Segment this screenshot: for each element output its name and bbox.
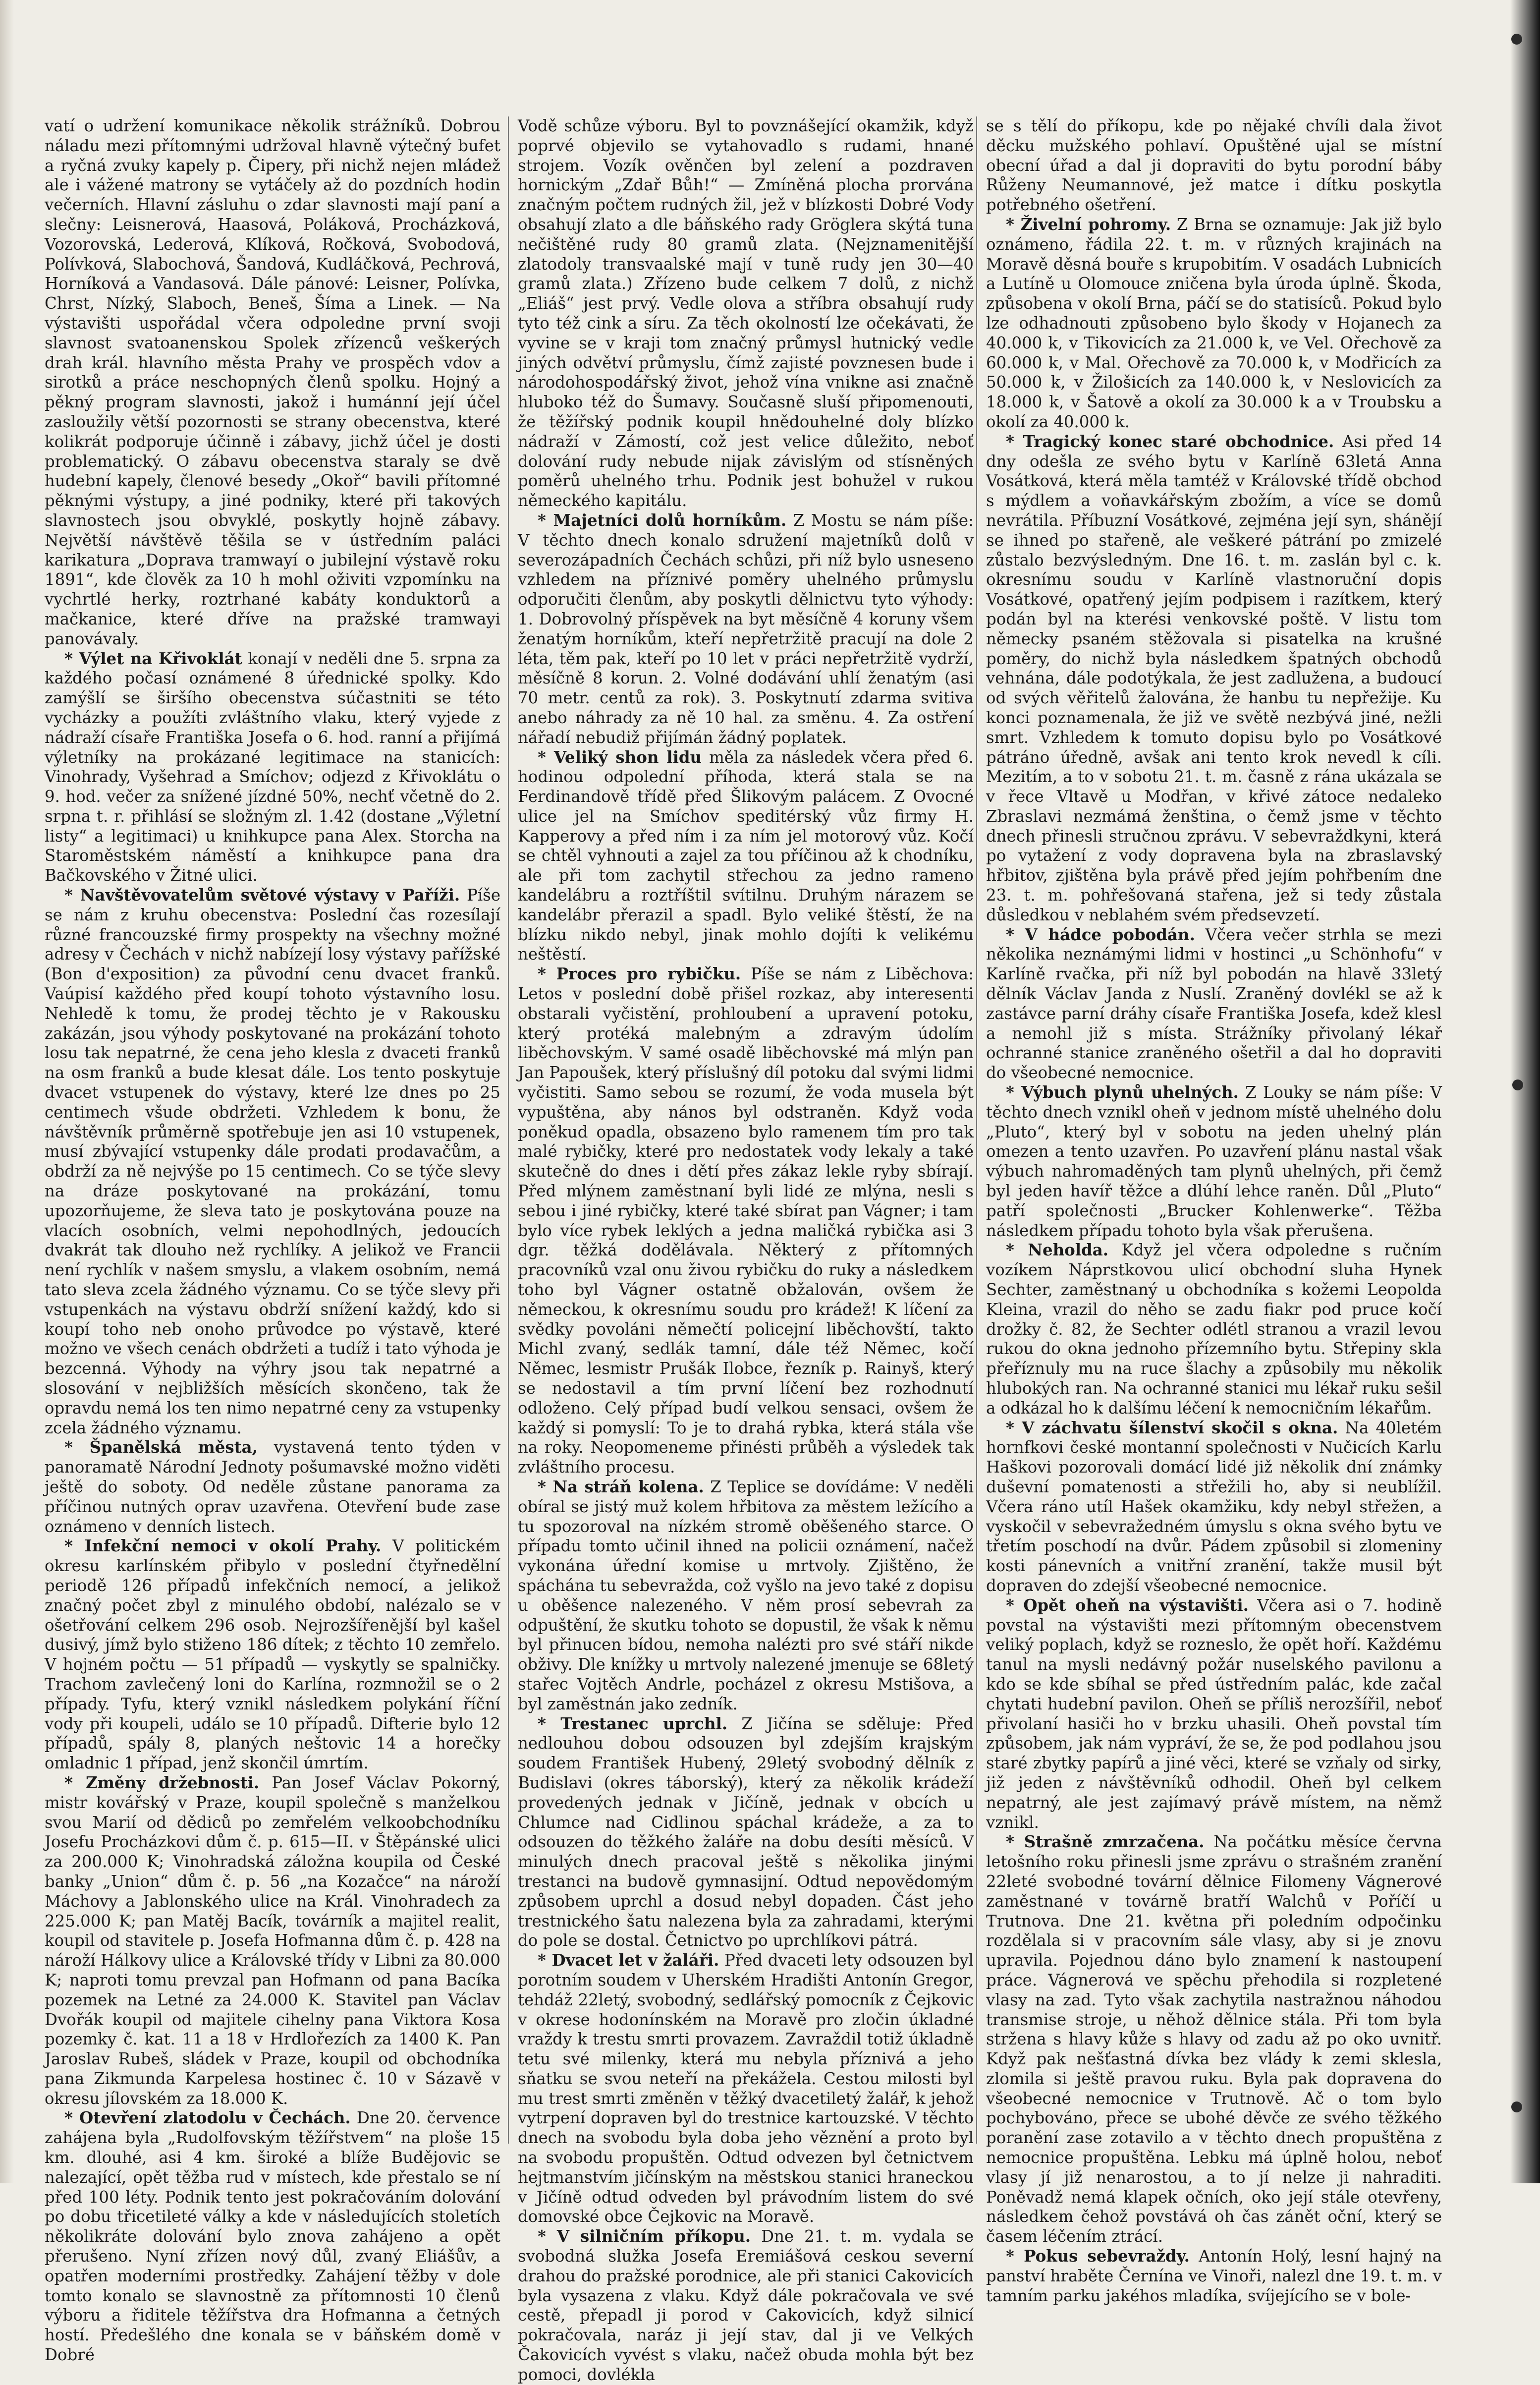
punch-hole (1511, 2101, 1522, 2112)
article-body: Antonín Holý, lesní hajný na panství hraběte Černína ve Vinoři, nalezl dne 19. t. m. v tamním parku jakéhos mladíka, svíjejícího se v bole- (986, 2247, 1442, 2305)
article-headline: * Infekční nemoci v okolí Prahy. (64, 1536, 382, 1556)
article (986, 1832, 1442, 2247)
column-divider (976, 116, 977, 2144)
column-1 (45, 116, 501, 2365)
article-headline: * Španělská města, (64, 1438, 258, 1457)
article-body: Asi před 14 dny odešla ze svého bytu v Karlíně 63letá Anna Vosátková, která měla tamtéž v Královské třídě obchod s mýdlem a voňavkářským zbožím, a více se domů nevrátila. Příbuzní Vosátkové, zejména její syn, shánějí se ihned po stařeně, ale veškeré pátrání po zmizelé zůstalo bezvýsledným. Dne 16. t. m. zaslán byl c. k. okresnímu soudu v Karlíně vlastnoruční dopis Vosátkové, opatřený jejím podpisem i razítkem, který podán byl na kterési venkovské poště. V listu tom německy psaném stěžovala si pisatelka na krušné poměry, do nichž byla následkem špatných obchodů vehnána, dále podotýkala, že jest zadlužena, a budoucí od svých věřitelů žalována, že hanbu tu nepřežije. Ku konci poznamenala, že již ve světě nezbývá jiné, nežli smrt. Vzhledem k tomuto dopisu bylo po Vosátkové pátráno úředně, avšak ani tento krok nevedl k cíli. Mezitím, a to v sobotu 21. t. m. časně z rána ukázala se v řece Vltavě u Modřan, v křivé zátoce nedaleko Zbraslavi nezmámá ženština, o čemž jsme v těchto dnech přinesli stručnou zprávu. V sebevraždkyni, která po vytažení z vody dopravena byla na zbraslavský hřbitov, zjištěna byla právě před jejím pohřbením dne 23. t. m. pohřešovaná stařena, jež si tedy zůstala důsledkou v neblahém svém předsevzetí. (986, 432, 1442, 924)
article (986, 1241, 1442, 1418)
article-headline: * Na stráň kolena. (538, 1477, 704, 1496)
article (986, 1596, 1442, 1833)
article (986, 2247, 1442, 2306)
article-headline: * Otevření zlatodolu v Čechách. (64, 2108, 351, 2128)
punch-hole (1511, 34, 1522, 45)
article-body: Dne 21. t. m. vydala se svobodná služka Josefa Eremiášová ceskou severní drahou do pražské porodnice, ale při stanici Cakovicích byla vysazena z vlaku. Když dále pokračovala ve své cestě, přepadl ji porod v Cakovicích, když silnicí pokračovala, naráz ji její stav, dal ji ve Velkých Čakovicích vyvést s vlaku, načež obuda mohla být bez pomoci, dovlékla (518, 2227, 974, 2384)
article (45, 1773, 500, 2109)
article (518, 511, 974, 748)
article-headline: * V silničním příkopu. (538, 2227, 751, 2246)
article-body: Z Brna se oznamuje: Jak již bylo oznámeno, řádila 22. t. m. v různých krajinách na Moravě děsná bouře s krupobitím. V osadách Lubnicích a Lutíně u Olomouce zničena byla úroda úplně. Škoda, způsobena v okolí Brna, páčí se do statisíců. Pokud bylo lze odhadnouti způsobeno bylo škody v Hojanech za 40.000 k, v Tikovicích za 21.000 k, ve Vel. Ořechově za 60.000 k, v Mal. Ořechově za 70.000 k, v Modřicích za 50.000 k, v Žilošicích za 140.000 k, v Neslovicích za 18.000 k, v Šatově a okolí za 30.000 k a v Troubsku a okolí za 40.000 k. (986, 215, 1442, 431)
article (518, 1951, 974, 2227)
article-headline: * Strašně zmrzačena. (1006, 1832, 1205, 1852)
article-body: Z Louky se nám píše: V těchto dnech vznikl oheň v jednom místě uhelného dolu „Pluto“, který byl v sobotu na jeden uhelný plán omezen a tento uzavřen. Po uzavření plánu nastal však výbuch nahromaděných tam plynů uhelných, při čemž byl jeden havíř těžce a dlúhí lehce raněn. Důl „Pluto“ patří společnosti „Brucker Kohlenwerke“. Těžba následkem případu tohoto byla však přerušena. (986, 1083, 1442, 1240)
article-headline: * V záchvatu šílenství skočil s okna. (1006, 1418, 1338, 1437)
article-headline: * Majetníci dolů horníkům. (538, 511, 787, 530)
article-body: konají v neděli dne 5. srpna za každého počasí oznámené 8 úřednické spolky. Kdo zamýšlí se širšího obecenstva súčastniti se této vycházky a použíti zvláštního vlaku, který vyjede z nádraží císaře Františka Josefa o 6. hod. ranní a přijímá výletníky na prokázané legitimace na stanicích: Vinohrady, Vyšehrad a Smíchov; odjezd z Křivoklátu o 9. hod. večer za snížené jízdné 50%, nechť včetně do 2. srpna t. r. přihlásí se složným zl. 1.42 (dostane „Výletní listy“ a legitimaci) u knihkupce pana Alex. Storcha na Staroměstském náměstí a knihkupce pana dra Bačkovského v Žitné ulici. (45, 649, 500, 885)
article (518, 1714, 974, 1951)
article (45, 116, 500, 649)
article-body: se s tělí do příkopu, kde po nějaké chvíli dala život děcku mužského pohlaví. Opuštěné ujal se místní obecní úřad a dal ji dopraviti do bytu porodní báby Růženy Neumannové, jež matce i dítku poskytla potřebného ošetření. (986, 116, 1442, 215)
column-3 (986, 116, 1442, 2305)
column-divider (508, 116, 509, 2144)
article-headline: * Výlet na Křivoklát (64, 649, 242, 668)
article (45, 2108, 500, 2365)
article-body: Z Teplice se dovídáme: V neděli obíral se jistý muž kolem hřbitova za městem ležícího a tu spozoroval na nízkém stromě oběšeného starce. O případu tomto učinil ihned na policii oznámení, načež vykonána úřední komise u mrtvoly. Zjištěno, že spáchána tu sebevražda, což vyšlo na jevo také z dopisu u oběšence nalezeného. V něm prosí sebevrah za odpuštění, že skutku tohoto se dopustil, že však k němu byl přinucen bídou, nemoha nalézti pro své stáří nikde obživy. Dle knížky u mrtvoly nalezené jmenuje se 68letý stařec Vojtěch Andrle, pocházel z okresu Mstišova, a byl zaměstnán jako zedník. (518, 1477, 974, 1713)
article-headline: * Neholda. (1006, 1241, 1108, 1260)
article (986, 925, 1442, 1083)
article (45, 886, 500, 1438)
article-body: Včera asi o 7. hodině povstal na výstavišti mezi přítomným obecenstvem veliký poplach, když se rozneslo, že opět hoří. Každému tanul na mysli nedávný požár nuselského pavilonu a kdo se kde sbíhal se před ústředním palác, kde začal chytati hudební pavilon. Oheň se příliš nerozšířil, neboť přivolaní hasiči ho v brzku uhasili. Oheň povstal tím způsobem, jak nám vypráví, že se, že pod podlahou jsou staré zbytky papírů a jiné věci, které se vzňaly od sirky, již jeden z návštěvníků odhodil. Oheň byl celkem nepatrný, ale jest zajímavý právě místem, na němž vznikl. (986, 1595, 1442, 1832)
punch-hole (1512, 1079, 1523, 1090)
article-body: V politickém okresu karlínském přibylo v poslední čtyřnedělní periodě 126 případů infekčních nemocí, a jelikož značný počet zbyl z minulého období, nalézalo se v ošetřování celkem 296 osob. Nejrozšířenější byl kašel dusivý, jímž bylo stiženo 186 dítek; z těchto 10 zemřelo. V hojném počtu — 51 případů — vyskytly se spalničky. Trachom zavlečený loni do Karlína, rozmnožil se o 2 případy. Tyfu, který vznikl následkem polykání říční vody při koupeli, událo se 10 případů. Difterie bylo 12 případů, spály 8, planých neštovic 14 a horečky omladnic 1 případ, jenž skončil úmrtím. (45, 1536, 500, 1773)
article (518, 116, 974, 511)
article-body: měla za následek včera před 6. hodinou odpolední příhoda, která stala se na Ferdinandově třídě před Šlikovým palácem. Z Ovocné ulice jel na Smíchov speditérský vůz firmy H. Kapperovy a před ním i za ním jel motorový vůz. Kočí se chtěl vyhnouti a zajel za tou příčinou až k chodníku, ale při tom zachytil střechou za jedno rameno kandelábru a roztříštil svítilnu. Druhým nárazem se kandelábr přerazil a spadl. Bylo veliké štěstí, že na blízku nikdo nebyl, jinak mohlo dojíti k velikému neštěstí. (518, 747, 974, 964)
article-headline: * V hádce pobodán. (1006, 925, 1195, 944)
article-body: Na počátku měsíce června letošního roku přinesli jsme zprávu o strašném zranění 22leté svobodné tovární dělnice Filomeny Vágnerové zaměstnané v továrně bratří Walchů v Poříčí u Trutnova. Dne 21. května při poledním odpočinku rozdělala si v pracovním sále vlasy, aby si je znovu upravila. Pojednou dáno bylo znamení k nastoupení práce. Vágnerová ve spěchu přehodila si rozpletené vlasy na zad. Tyto však zachytila nastražnou náhodou transmise stroje, u něhož dělnice stála. Při tom byla stržena s hlavy kůže s hlavy od zadu až po oko uvnitř. Když pak nešťastná dívka bez vlády k zemi sklesla, zlomila si ještě pravou ruku. Byla pak dopravena do všeobecné nemocnice v Trutnově. Ač o tom bylo pochybováno, přece se ubohé děvče ze svého těžkého poranění zase zotavilo a v těchto dnech propuštěna z nemocnice propuštěna. Lebku má úplně holou, neboť vlasy jí již nenarostou, a to jí nelze ji nahraditi. Poněvadž nemá klapek očních, oko její stále otevřeny, následkem čehož povstává oh čas zánět oční, který se časem léčením ztrácí. (986, 1832, 1442, 2246)
article-headline: * Opět oheň na výstavišti. (1006, 1595, 1249, 1615)
article-body: Včera večer strhla se mezi několika neznámými lidmi v hostinci „u Schönhofu“ v Karlíně rvačka, při níž byl pobodán na hlavě 33letý dělník Václav Janda z Nuslí. Zraněný dovlékl se až k zastávce parní dráhy císaře Františka Josefa, kdež klesl a nemohl již s místa. Strážníky přivolaný lékař ochranné stanice zraněného ošetřil a dal ho dopraviti do všeobecné nemocnice. (986, 925, 1442, 1082)
article-body: Před dvaceti lety odsouzen byl porotním soudem v Uherském Hradišti Antonín Gregor, tehdáž 22letý, svobodný, sedlářský pomocník z Čejkovic v okrese hodonínském na Moravě pro zločin úkladné vraždy k trestu smrti provazem. Zavraždil totiž úkladně tetu své milenky, která mu nebyla příznivá a jeho sňatku se svou neteří na překážela. Cestou milosti byl mu trest smrti změněn v těžký dvacetiletý žalář, k jehož vytrpení dopraven byl do trestnice kartouzské. V těchto dnech na svobodu byla doba jeho věznění a proto byl na svobodu propuštěn. Odtud odvezen byl četnictvem hejtmanstvím jičínským na městskou stanici hraneckou v Jičíně odtud odveden byl právodním listem do své domovské obce Čejkovic na Moravě. (518, 1951, 974, 2226)
article-body: Píše se nám z kruhu obecenstva: Poslední čas rozesílají různé francouzské firmy prospekty na všechny možné adresy v Čechách v nichž nabízejí losy výstavy pařížské (Bon d'exposition) za původní cenu dvacet franků. Vaúpisí každého před koupí tohoto výstavního losu. Nehledě k tomu, že prodej těchto je v Rakousku zakázán, jsou výhody poskytované na prokázání tohoto losu tak nepatrné, že cena jeho klesla z dvaceti franků na osm franků a bude klesat dále. Los tento poskytuje dvacet vstupenek do výstavy, které lze dnes po 25 centimech všude obdržeti. Vzhledem k bonu, že návštěvník průměrně spotřebuje jen asi 10 vstupenek, musí zbývající vstupenky dále prodati prodavačům, a obdrží za ně nejvýše po 15 centimech. Co se týče slevy na dráze poskytované na prokázání, tomu upozorňujeme, že sleva tato je poskytována pouze na vlacích osobních, velmi nepohodlných, jedoucích dvakrát tak dlouho než rychlíky. A jelikož ve Francii není rychlík v našem smyslu, a vlakem osobním, nemá tato sleva zcela žádného významu. Co se týče slevy při vstupenkách na výstavu obdrží snížení každý, kdo si koupí toho neb onoho průvodce po výstavě, které možno ve všech cenách obdržeti a tudíž i tato výhoda je bezcenná. Výhody na výhry jsou tak nepatrné a slosování v nejbližších měsících skončeno, tak že opravdu nemá los ten nimo nepatrné ceny za vstupenky zcela žádného významu. (45, 886, 500, 1437)
article (518, 748, 974, 965)
article-body: Když jel včera odpoledne s ručním vozíkem Náprstkovou ulicí obchodní sluha Hynek Sechter, zaměstnaný u obchodníka s kožemi Leopolda Kleina, vrazil do něho se zadu fiakr pod pruce kočí drožky č. 82, že Sechter odlétl stranou a vrazil levou rukou do okna jednoho přízemního bytu. Střepiny skla přeříznuly mu na ruce šlachy a způsobily mu několik hlubokých ran. Na ochranné stanici mu lékař ruku sešil a odkázal ho k dalšímu léčení k nemocničním lékařům. (986, 1241, 1442, 1418)
article-headline: * Změny držebnosti. (64, 1773, 260, 1792)
column-2 (518, 116, 974, 2384)
article-body: Píše se nám z Liběchova: Letos v poslední době přišel rozkaz, aby interesenti obstarali vyčistění, prohloubení a upravení potoku, který protéká malebným a zdravým údolím liběchovským. V samé osadě liběchovské má mlýn pan Jan Papoušek, který příslušný díl potoku dal svými lidmi vyčistiti. Samo sebou se rozumí, že voda musela být vypuštěna, aby nános byl odstraněn. Když voda poněkud opadla, obsazeno bylo ramenem tím pro tak malé rybičky, které pro nedostatek vody lekaly a také skutečně do dnes i dětí přes zákaz lekle ryby sbírají. Před mlýnem zaměstnaní byli lidé ze mlýna, nesli s sebou i jiné rybičky, které také sbírat pan Vágner; i tam bylo více rybek leklých a jedna maličká rybička asi 3 dgr. těžká dodělávala. Některý z přítomných pracovníků vzal onu živou rybičku do ruky a následkem toho byl Vágner ostatně obžalován, ovšem že německou, k okresnímu soudu pro krádež! K líčení za svědky povoláni němečtí policejní liběchovští, takto Michl zvaný, sedlák tamní, dále též Němec, kočí Němec, lesmistr Prušák Ilobce, řezník p. Rainyš, který se nedostavil a tím první líčení bez rozhodnutí odloženo. Celý případ budí velkou sensaci, ovšem že každý si pomyslí: To je to drahá rybka, která stála vše na roky. Neopomeneme přinésti průběh a výsledek tak zvláštního procesu. (518, 965, 974, 1477)
article (986, 1419, 1442, 1596)
article-headline: * Živelní pohromy. (1006, 215, 1171, 234)
article-headline: * Trestanec uprchl. (538, 1714, 728, 1733)
article (518, 1477, 974, 1714)
article-body: Vodě schůze výboru. Byl to povznášející okamžik, když poprvé objevilo se vytahovadlo s rudami, hnané strojem. Vozík ověnčen byl zelení a pozdraven hornickým „Zdař Bůh!“ — Zmíněná plocha prorvána značným počtem rudných žil, jež v blízkosti Dobré Vody obsahují zlato a dle báňského rady Gröglera skýtá tuna nečištěné rudy 80 gramů zlata. (Nejznamenitější zlatodoly transvaalské mají v tuně rudy jen 30—40 gramů zlata.) Zřízeno bude celkem 7 dolů, z nichž „Eliáš“ jest prvý. Vedle olova a stříbra obsahují rudy tyto též cink a síru. Za těch okolností lze očekávati, že vyvine se v kraji tom značný průmysl hutnický vedle jiných odvětví průmyslu, čímž zajisté povznesen bude i národohospodářský život, jehož vína vnikne asi značně hluboko též do Šumavy. Současně sluší připomenouti, že těžířský podnik koupil hnědouhelné doly blízko nádraží v Zámostí, což jest velice důležito, neboť dolování rudy nebude nijak závislým od stísněných poměrů uhelného trhu. Podnik jest bohužel v rukou německého kapitálu. (518, 116, 974, 511)
article-headline: * Veliký shon lidu (538, 747, 702, 767)
page-right-edge (1510, 0, 1540, 2183)
article (518, 965, 974, 1477)
article (986, 1083, 1442, 1241)
article (45, 1536, 500, 1773)
article (986, 116, 1442, 215)
article-body: vystavená tento týden v panoramatě Národní Jednoty pošumavské možno viděti ještě do soboty. Od neděle zůstane panorama za příčinou nutných oprav uzavřena. Otevření bude zase oznámeno v denních listech. (45, 1438, 500, 1536)
article-headline: * Proces pro rybičku. (538, 965, 741, 984)
article (986, 432, 1442, 925)
article-body: Dne 20. července zahájena byla „Rudolfovským těžířstvem“ na ploše 15 km. dlouhé, asi 4 km. široké a blíže Budějovic se nalezající, opět těžba rud v místech, kde přestalo se ní před 100 léty. Podnik tento jest pokračováním dolování po dobu třicetileté války a kde v následujících stoletích několikráte dolování bylo znova zahájeno a opět přerušeno. Nyní zřízen nový důl, zvaný Eliášův, a opatřen moderními prostředky. Zahájení těžby v dole tomto konalo se slavnostně za přítomnosti 10 členů výboru a řiditele těžířstva dra Hofmanna a četných hostí. Předešlého dne konala se v báňském domě v Dobré (45, 2108, 500, 2365)
article-headline: * Výbuch plynů uhelných. (1006, 1083, 1239, 1102)
article-headline: * Tragický konec staré obchodnice. (1006, 432, 1334, 451)
page-left-edge (0, 0, 14, 2183)
article-headline: * Navštěvovatelům světové výstavy v Paříži. (64, 886, 460, 905)
article-body: Z Jičína se sděluje: Před nedlouhou dobou odsouzen byl zdejším krajským soudem František Hubený, 29letý svobodný dělník z Budislavi (okres táborský), který za několik krádeží provedených jednak v Jičíně, jednak v obcích u Chlumce nad Cidlinou spáchal krádeže, a za to odsouzen do těžkého žaláře na dobu desíti měsíců. V minulých dnech pracoval ještě s několika jinými trestanci na budově gymnasijní. Odtud nepovědomým způsobem uprchl a dosud nebyl dopaden. Část jeho trestnického šatu nalezena byla za zahradami, kterými do pole se dostal. Četnictvo po uprchlíkovi pátrá. (518, 1714, 974, 1950)
article-headline: * Dvacet let v žaláři. (538, 1951, 719, 1970)
article-body: vatí o udržení komunikace několik strážníků. Dobrou náladu mezi přítomnými udržoval hlavně výtečný bufet a ryčná zvuky kapely p. Čipery, při nichž nejen mládež ale i vážené matrony se vytáčely až do pozdních hodin večerních. Hlavní zásluhu o zdar slavnosti mají paní a slečny: Leisnerová, Haasová, Poláková, Procházková, Vozorovská, Lederová, Klíková, Ročková, Svobodová, Polívková, Slabochová, Šandová, Kudláčková, Pechrová, Horníková a Vandasová. Dále pánové: Leisner, Polívka, Chrst, Nízký, Slaboch, Beneš, Šíma a Linek. — Na výstavišti uspořádal včera odpoledne první svoji slavnost svatoanenskou Spolek zřízenců veškerých drah král. hlavního města Prahy ve prospěch vdov a sirotků a práce neschopných členů spolku. Hojný a pěkný program slavnosti, jakož i humánní její účel zasloužily větší pozornosti se strany obecenstva, které kolikrát podporuje účinně i zábavy, jichž účel je dosti problematický. O zábavu obecenstva staraly se dvě hudební kapely, členové besedy „Okoř“ bavili přítomné pěknými výstupy, a jiné podniky, které při takových slavnostech jsou obvyklé, poskytly hojně zábavy. Největší návštěvě těšila se v ústředním paláci karikatura „Doprava tramwayí o jubilejní výstavě roku 1891“, kde člověk za 10 h mohl oživiti vzpomínku na vychrtlé herky, roztrhané kabáty konduktorů a mačkanice, které dříve na pražské tramwayi panovávaly. (45, 116, 500, 648)
article-body: Na 40letém hornfkovi české montanní společnosti v Nučicích Karlu Haškovi pozorovali domácí lidé již několik dní známky duševní pomatenosti a střežili ho, aby si neublížil. Včera ráno utíl Hašek okamžiku, kdy nebyl střežen, a vyskočil v sebevražedném úmyslu s okna svého bytu ve třetím poschodí na dvůr. Pádem způsobil si zlomeniny kosti pánevních a vnitřní zranění, takže musil být dopraven do zdejší všeobecné nemocnice. (986, 1418, 1442, 1595)
article-body: Z Mostu se nám píše: V těchto dnech konalo sdružení majetníků dolů v severozápadních Čechách schůzi, při níž bylo usneseno vzhledem na příznivé poměry uhelného průmyslu odporučiti členům, aby poskytli dělnictvu tyto výhody: 1. Dobrovolný příspěvek na byt měsíčně 4 koruny všem ženatým horníkům, kteří nepřetržitě pracují na dole 2 léta, těm pak, kteří po 10 let v práci nepřetržitě vydrží, měsíčně 8 korun. 2. Volné dodávání uhlí ženatým (asi 70 metr. centů za rok). 3. Poskytnutí zdarma svitiva anebo náhrady za ně 10 hal. za směnu. 4. Za ostření nářadí nebudiž přijímán žádný poplatek. (518, 511, 974, 747)
article-body: Pan Josef Václav Pokorný, mistr kovářský v Praze, koupil společně s manželkou svou Marií od dědiců po zemřelém velkoobchodníku Josefu Procházkovi dům č. p. 615—II. v Štěpánské ulici za 200.000 K; Vinohradská záložna koupila od České banky „Union“ dům č. p. 56 „na Kozačce“ na nároží Máchovy a Jablonského ulice na Král. Vinohradech za 225.000 K; pan Matěj Bacík, továrník a majitel realit, koupil od stavitele p. Josefa Hofmanna dům č. p. 428 na nároží Hálkovy ulice a Královské třídy v Libni za 80.000 K; naproti tomu prevzal pan Hofmann od pana Bacíka pozemek na Letné za 24.000 K. Stavitel pan Václav Dvořák koupil od majitele cihelny pana Viktora Kosa pozemky č. kat. 11 a 18 v Hrdlořezích za 1400 K. Pan Jaroslav Rubeš, sládek v Praze, koupil od obchodníka pana Zikmunda Karpelesa hostinec č. 10 v Sázavě v okresu jílovském za 18.000 K. (45, 1773, 501, 2108)
article (45, 1438, 500, 1536)
article (518, 2227, 974, 2385)
article (986, 215, 1442, 432)
article-headline: * Pokus sebevraždy. (1006, 2247, 1190, 2266)
article (45, 649, 500, 886)
